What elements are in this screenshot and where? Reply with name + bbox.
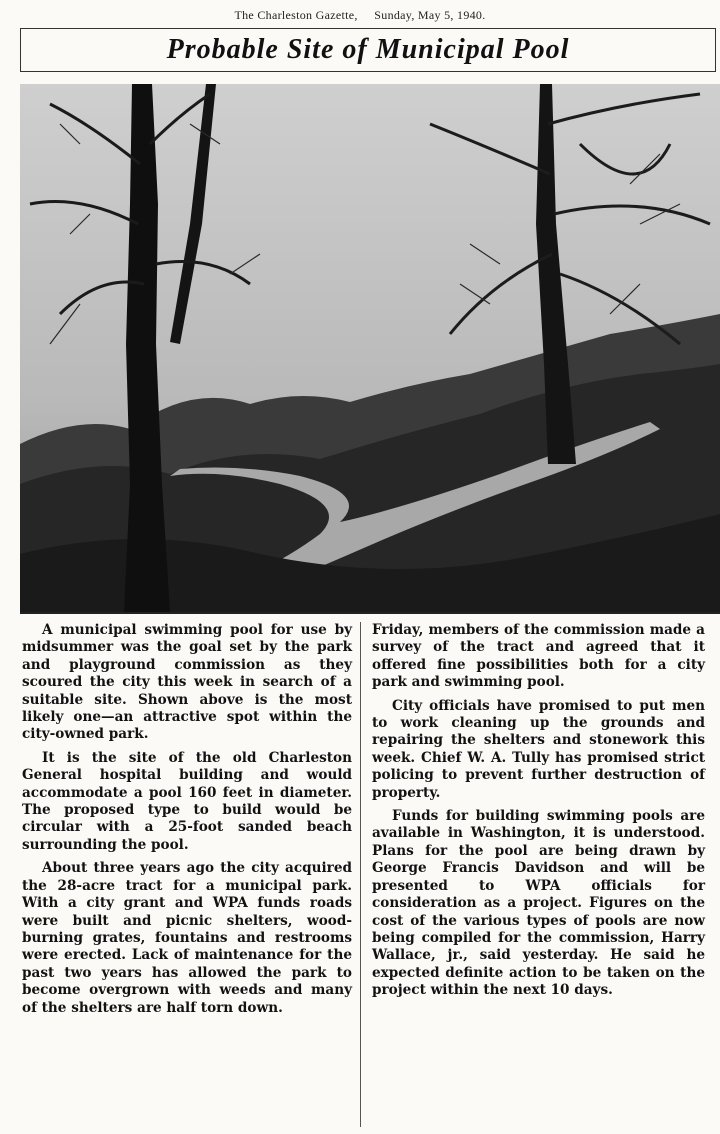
- paragraph: City officials have promised to put men to work cleaning up the grounds and repairing the shelters and stonework this week. Chief W. A. Tully has promised strict policing to prevent further destruction of property.: [372, 697, 705, 801]
- park-photo: [20, 84, 720, 614]
- column-divider: [360, 622, 361, 1127]
- paragraph: About three years ago the city acquired the 28-acre tract for a municipal park. With a city grant and WPA funds roads were built and picnic shelters, wood-burning grates, fountains and restrooms were erected. Lack of maintenance for the past two years has allowed the park to become overgrown with weeds and many of the shelters are half torn down.: [22, 860, 352, 1016]
- paragraph: It is the site of the old Charleston General hospital building and would accommodate a pool 160 feet in diameter. The proposed type to build would be circular with a 25-foot sanded beach surrounding the pool.: [22, 749, 352, 853]
- paragraph: Friday, members of the commission made a survey of the tract and agreed that it offered fine possibilities both for a city park and swimming pool.: [372, 622, 705, 691]
- paragraph: Funds for building swimming pools are available in Washington, it is understood. Plans for the pool are being drawn by George Francis Davidson and will be presented to WPA officials for consideration as a project. Figures on the cost of the various types of pools are now being compiled for the commission, Harry Wallace, jr., said yesterday. He said he expected definite action to be taken on the project within the next 10 days.: [372, 808, 705, 999]
- paragraph: A municipal swimming pool for use by midsummer was the goal set by the park and playground commission as they scoured the city this week in search of a suitable site. Shown above is the most likely one—an attractive spot within the city-owned park.: [22, 622, 352, 743]
- masthead-date: Sunday, May 5, 1940.: [374, 8, 486, 22]
- headline-box: [20, 28, 716, 72]
- masthead-paper: The Charleston Gazette,: [234, 8, 358, 22]
- article-column-left: [22, 622, 352, 1023]
- park-photo-icon: [20, 84, 720, 612]
- masthead: [0, 8, 720, 23]
- headline: Probable Site of Municipal Pool: [166, 34, 570, 65]
- article-column-right: [372, 622, 705, 1006]
